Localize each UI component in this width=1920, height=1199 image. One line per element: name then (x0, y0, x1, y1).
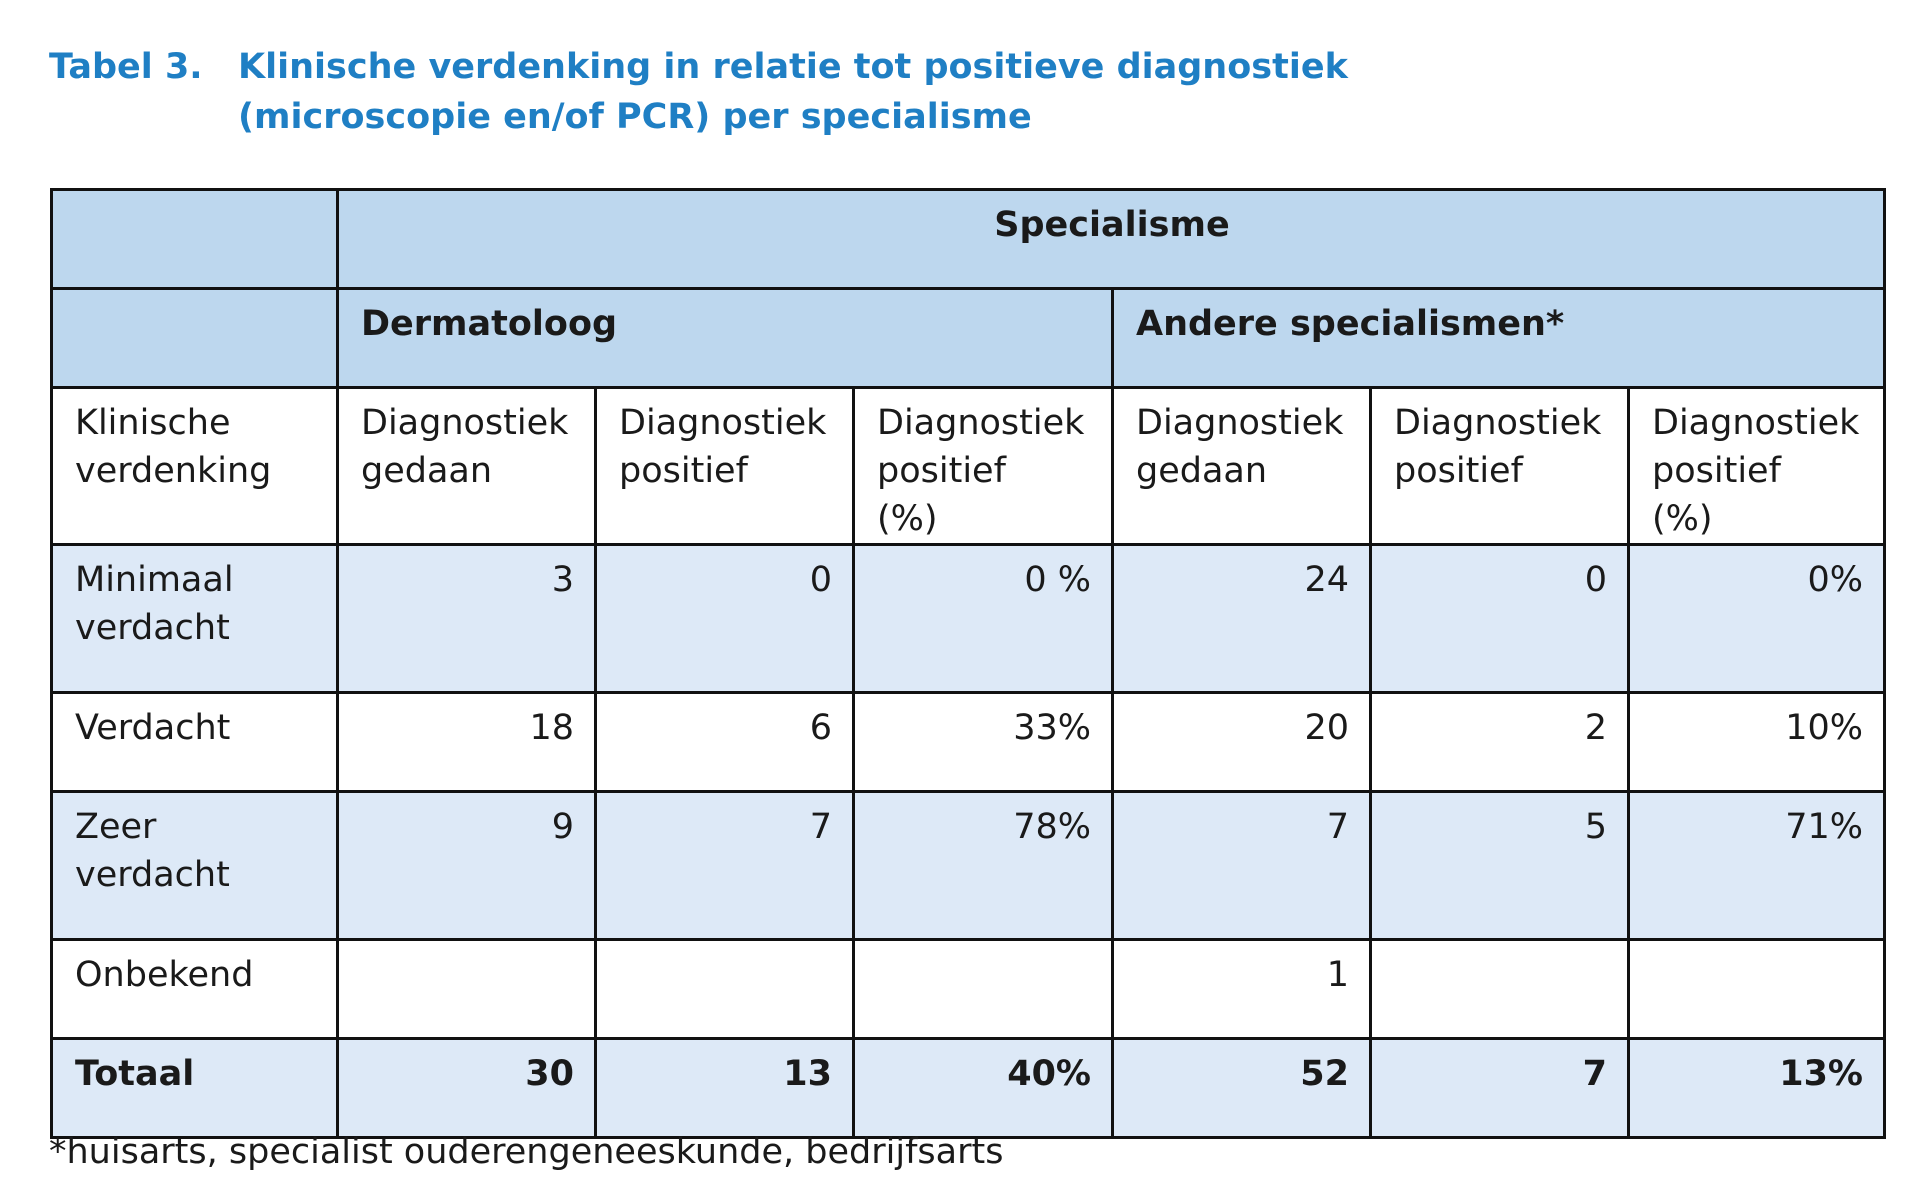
table-cell: 0% (1629, 545, 1885, 693)
table-cell: 9 (338, 792, 596, 940)
table-row (52, 940, 1885, 1039)
table-cell: 71% (1629, 792, 1885, 940)
row-label: Zeer verdacht (52, 792, 338, 940)
table-cell: 7 (596, 792, 854, 940)
table-cell: 0 (596, 545, 854, 693)
table-title (238, 42, 1538, 142)
table-number: Tabel 3. (49, 47, 203, 87)
table-cell: 30 (338, 1039, 596, 1138)
table-cell (1629, 940, 1885, 1039)
table-cell: 33% (854, 693, 1113, 792)
column-header: Diagnostiek gedaan (1113, 388, 1371, 545)
total-row (52, 1039, 1885, 1138)
table-cell: 10% (1629, 693, 1885, 792)
table-cell: 20 (1113, 693, 1371, 792)
dermatoloog-header: Dermatoloog (338, 289, 1113, 388)
table-cell: 78% (854, 792, 1113, 940)
table-title-line-2: (microscopie en/of PCR) per specialisme (238, 97, 1032, 137)
column-header-row (52, 388, 1885, 545)
column-header: Diagnostiek positief (596, 388, 854, 545)
group-header-row (52, 190, 1885, 289)
andere-specialismen-header: Andere specialismen* (1113, 289, 1885, 388)
table-cell: 24 (1113, 545, 1371, 693)
table-cell: 7 (1371, 1039, 1629, 1138)
row-label: Verdacht (52, 693, 338, 792)
table-footnote: *huisarts, specialist ouderengeneeskunde, bedrijfsarts (49, 1132, 1004, 1172)
table-cell: 1 (1113, 940, 1371, 1039)
column-header: Diagnostiek positief (1371, 388, 1629, 545)
table-cell (338, 940, 596, 1039)
data-table (50, 188, 1886, 1139)
empty-header-cell (52, 289, 338, 388)
specialisme-header: Specialisme (338, 190, 1885, 289)
table-cell (596, 940, 854, 1039)
sub-header-row (52, 289, 1885, 388)
table-cell: 0 % (854, 545, 1113, 693)
column-header: Diagnostiek gedaan (338, 388, 596, 545)
column-header: Diagnostiek positief (%) (1629, 388, 1885, 545)
table-cell: 6 (596, 693, 854, 792)
table-cell: 52 (1113, 1039, 1371, 1138)
table-cell: 3 (338, 545, 596, 693)
table-cell: 0 (1371, 545, 1629, 693)
table-cell: 13% (1629, 1039, 1885, 1138)
row-label: Onbekend (52, 940, 338, 1039)
table-cell (854, 940, 1113, 1039)
table-cell: 5 (1371, 792, 1629, 940)
table-row (52, 545, 1885, 693)
table-cell: 18 (338, 693, 596, 792)
column-header: Klinische verdenking (52, 388, 338, 545)
table-cell: 13 (596, 1039, 854, 1138)
table-cell: 2 (1371, 693, 1629, 792)
table-cell (1371, 940, 1629, 1039)
table-cell: 40% (854, 1039, 1113, 1138)
table-row (52, 792, 1885, 940)
table-row (52, 693, 1885, 792)
table-cell: 7 (1113, 792, 1371, 940)
table-title-line-1: Klinische verdenking in relatie tot positieve diagnostiek (238, 47, 1348, 87)
row-label: Totaal (52, 1039, 338, 1138)
column-header: Diagnostiek positief (%) (854, 388, 1113, 545)
row-label: Minimaal verdacht (52, 545, 338, 693)
empty-header-cell (52, 190, 338, 289)
